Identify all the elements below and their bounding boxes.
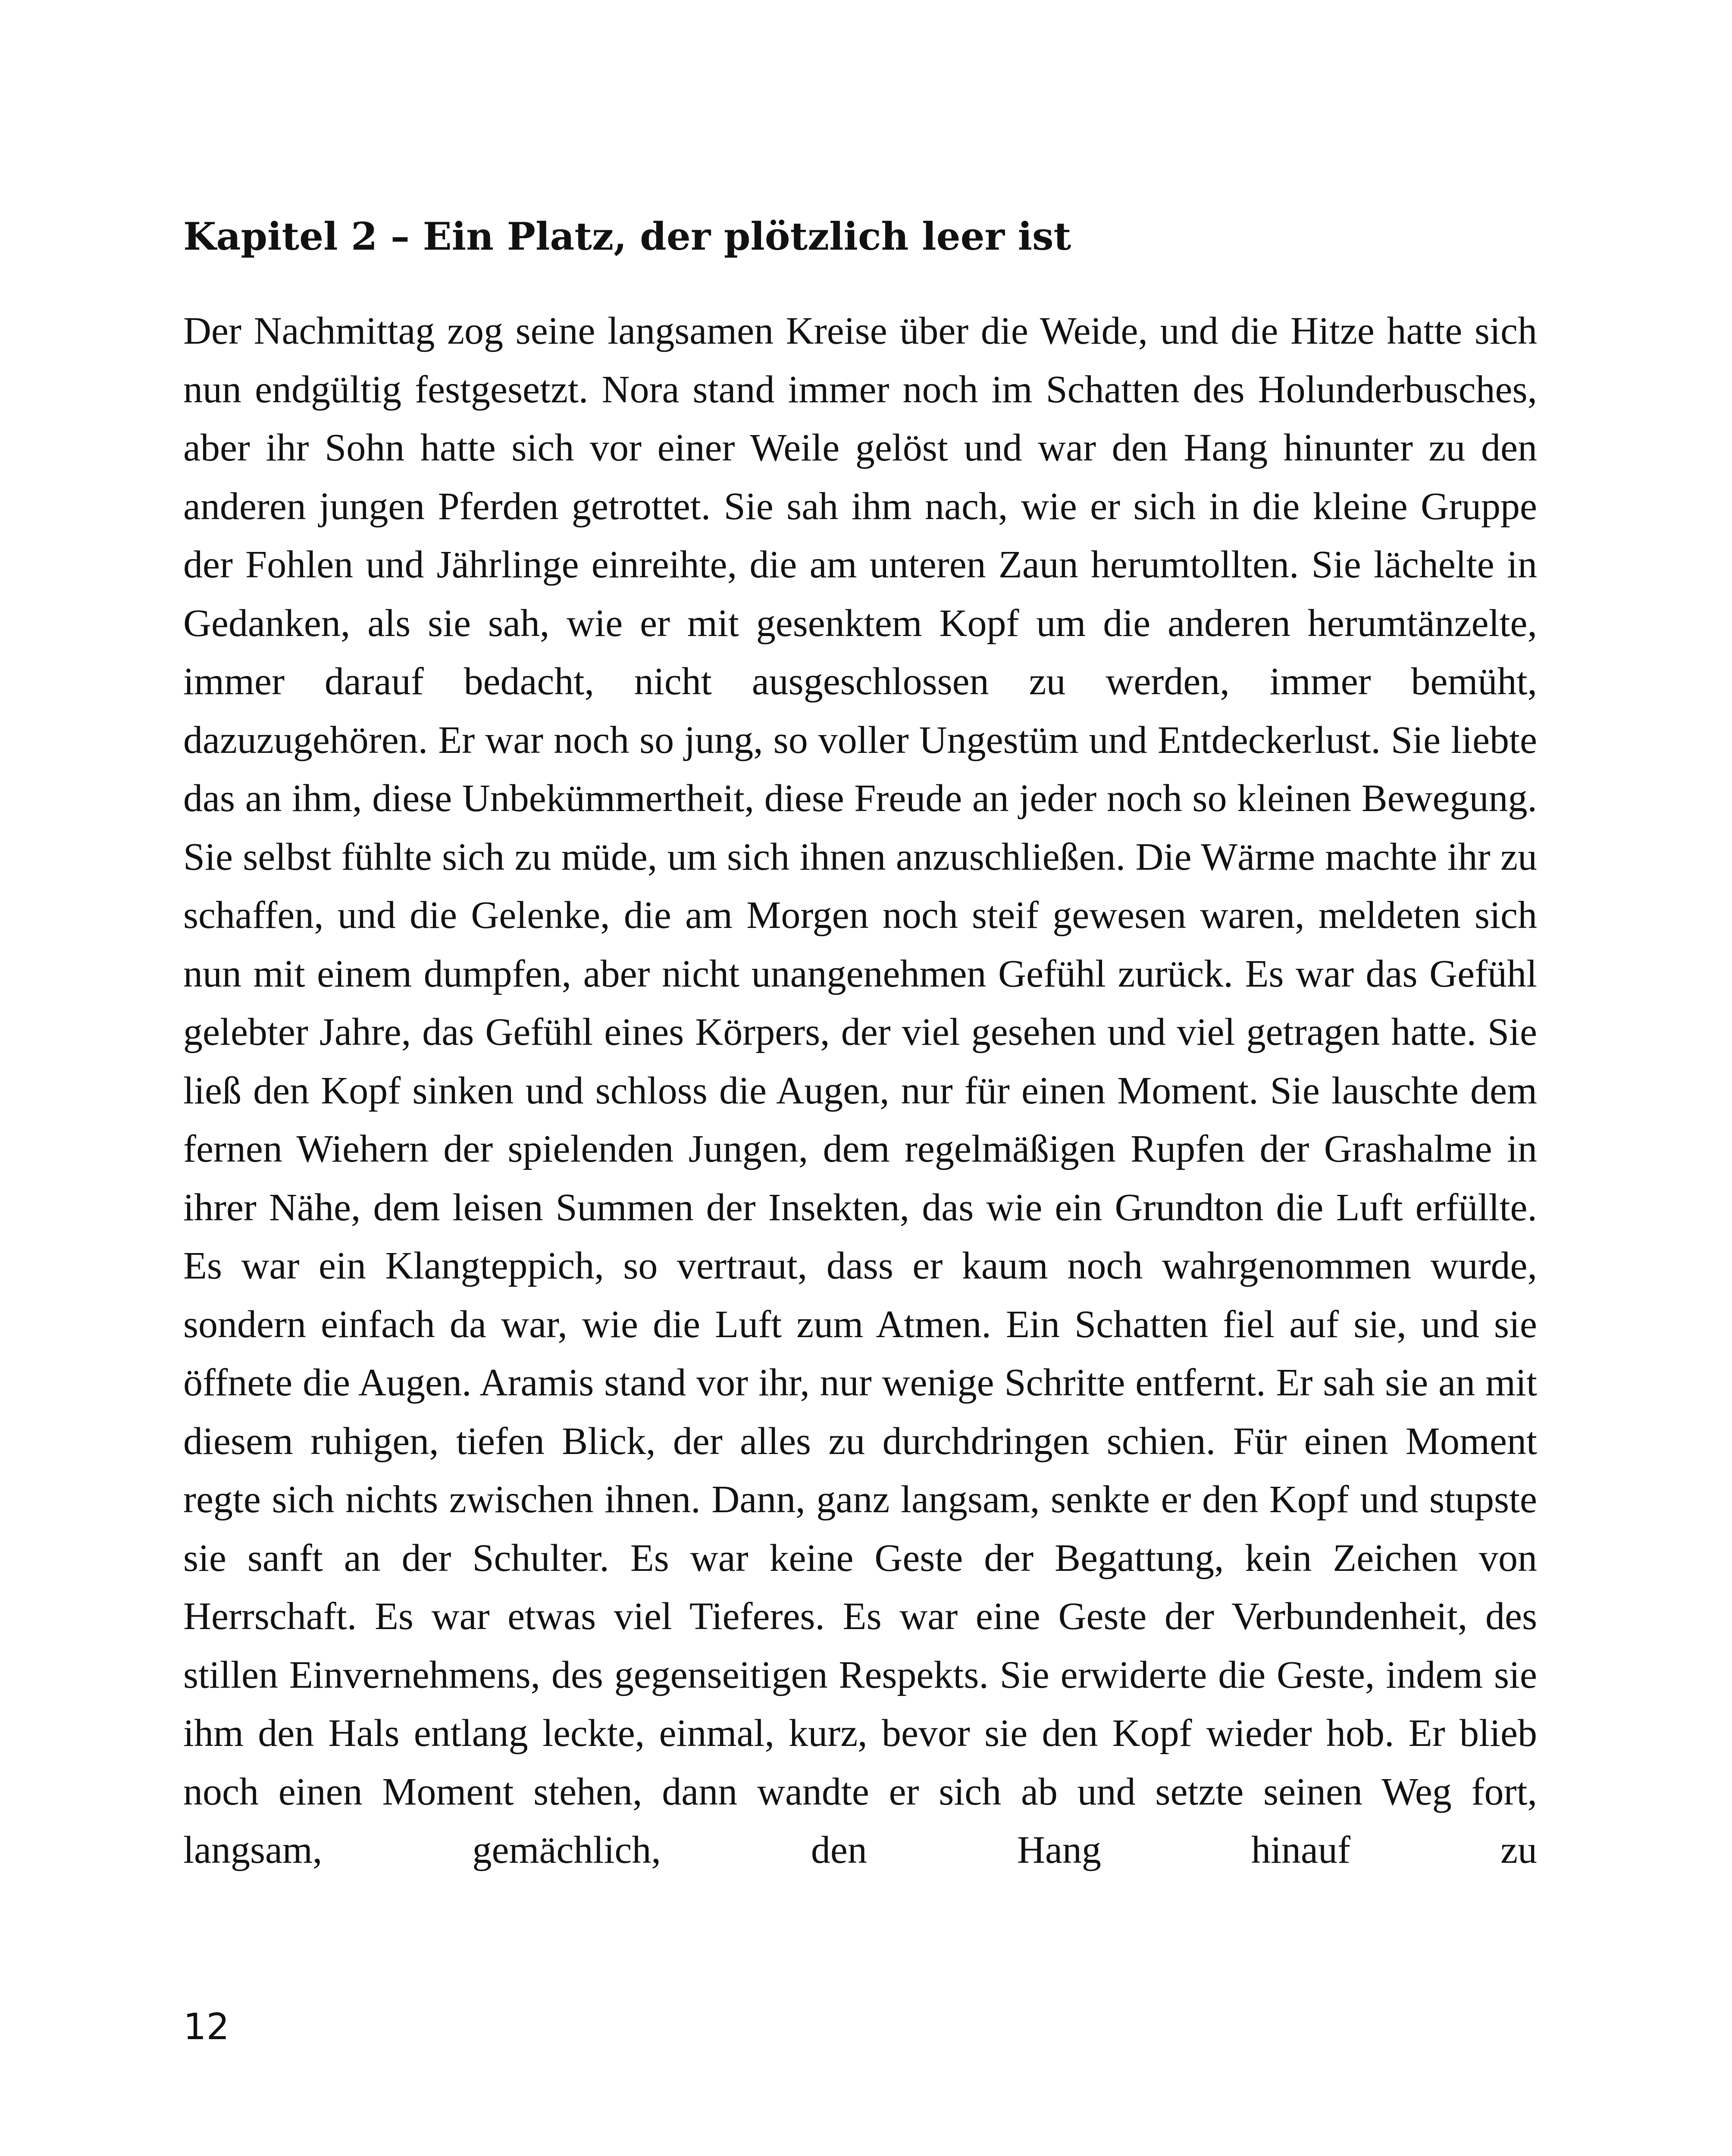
page-number: 12 (183, 2006, 229, 2048)
body-paragraph: Der Nachmittag zog seine langsamen Kreise über die Weide, und die Hitze hatte sich nun endgültig festgesetzt. Nora stand immer noch im Schatten des Holunderbusches, aber ihr Sohn hatte sich vor einer Weile gelöst und war den Hang hinunter zu den anderen jungen Pferden getrottet. Sie sah ihm nach, wie er sich in die kleine Gruppe der Fohlen und Jährlinge einreihte, die am unteren Zaun herumtollten. Sie lächelte in Gedanken, als sie sah, wie er mit gesenktem Kopf um die anderen herumtänzelte, immer darauf bedacht, nicht ausgeschlossen zu werden, immer bemüht, dazuzugehören. Er war noch so jung, so voller Ungestüm und Entdeckerlust. Sie liebte das an ihm, diese Unbekümmertheit, diese Freude an jeder noch so kleinen Bewegung. Sie selbst fühlte sich zu müde, um sich ihnen anzuschließen. Die Wärme machte ihr zu schaffen, und die Gelenke, die am Morgen noch steif gewesen waren, meldeten sich nun mit einem dumpfen, aber nicht unangenehmen Gefühl zurück. Es war das Gefühl gelebter Jahre, das Gefühl eines Körpers, der viel gesehen und viel getragen hatte. Sie ließ den Kopf sinken und schloss die Augen, nur für einen Moment. Sie lauschte dem fernen Wiehern der spielenden Jungen, dem regelmäßigen Rupfen der Grashalme in ihrer Nähe, dem leisen Summen der Insekten, das wie ein Grundton die Luft erfüllte. Es war ein Klangteppich, so vertraut, dass er kaum noch wahrgenommen wurde, sondern einfach da war, wie die Luft zum Atmen. Ein Schatten fiel auf sie, und sie öffnete die Augen. Aramis stand vor ihr, nur wenige Schritte entfernt. Er sah sie an mit diesem ruhigen, tiefen Blick, der alles zu durchdringen schien. Für einen Moment regte sich nichts zwischen ihnen. Dann, ganz langsam, senkte er den Kopf und stupste sie sanft an der Schulter. Es war keine Geste der Begattung, kein Zeichen von Herrschaft. Es war etwas viel Tieferes. Es war eine Geste der Verbundenheit, des stillen Einvernehmens, des gegenseitigen Respekts. Sie erwiderte die Geste, indem sie ihm den Hals entlang leckte, einmal, kurz, bevor sie den Kopf wieder hob. Er blieb noch einen Moment stehen, dann wandte er sich ab und setzte seinen Weg fort, langsam, gemächlich, den Hang hinauf zu (183, 310, 1537, 1871)
chapter-title: Kapitel 2 – Ein Platz, der plötzlich leer ist (183, 214, 1071, 259)
